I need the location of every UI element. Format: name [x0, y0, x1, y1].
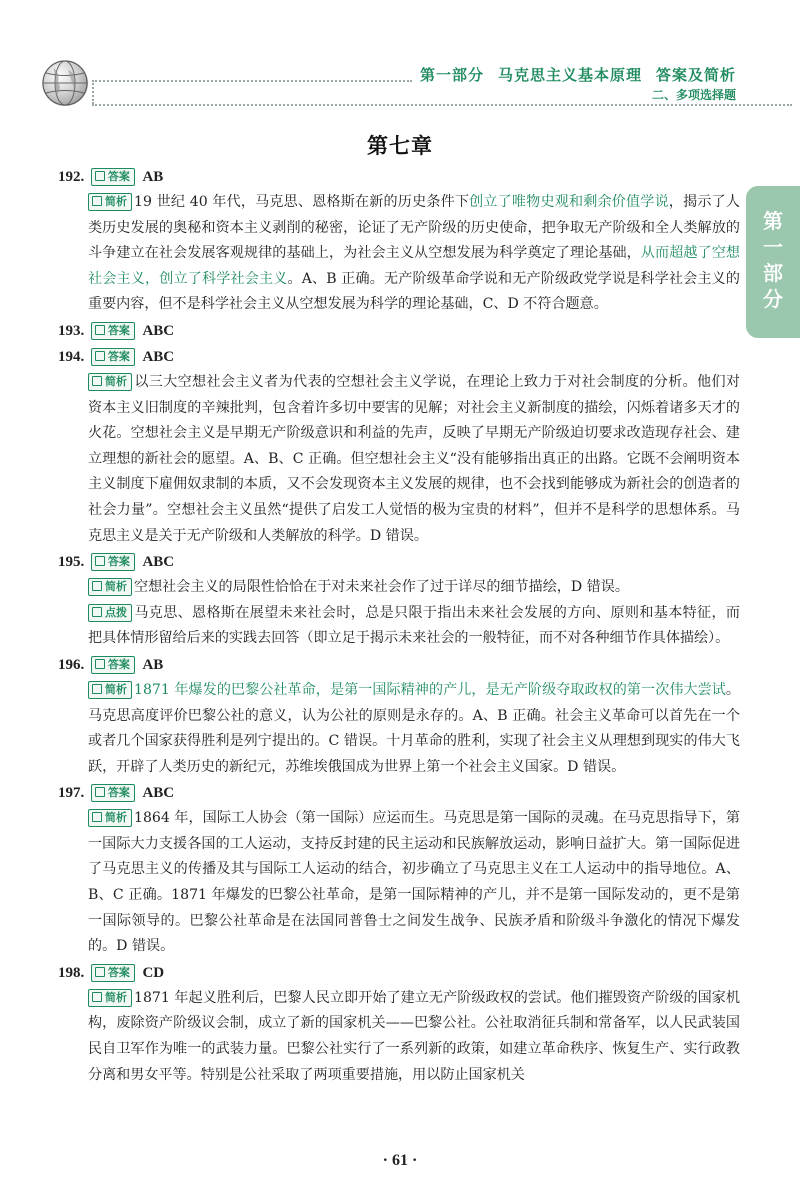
explanation-195: 简析 空想社会主义的局限性恰恰在于对未来社会作了过于详尽的细节描绘，D 错误。	[58, 575, 740, 601]
pencil-icon	[95, 171, 105, 181]
pencil-icon	[95, 659, 105, 669]
answer-row-193	[58, 318, 740, 344]
question-number: 195.	[58, 554, 85, 571]
side-tab-char: 分	[763, 287, 783, 311]
brief-badge: 简析	[88, 809, 132, 827]
brief-badge: 简析	[88, 681, 132, 699]
question-number: 192.	[58, 169, 85, 185]
book-icon	[92, 684, 102, 694]
answer-badge: 答案	[91, 964, 135, 982]
side-tab-char: 一	[763, 235, 783, 259]
page-number: · 61 ·	[382, 1152, 418, 1169]
answer-badge: 答案	[91, 553, 135, 571]
answer-row-194	[58, 344, 740, 370]
answer-badge: 答案	[91, 656, 135, 674]
globe-icon	[42, 60, 88, 106]
side-tab-char: 部	[763, 261, 783, 285]
answer-badge: 答案	[91, 348, 135, 366]
header-section: 答案及简析	[655, 66, 736, 84]
answer-badge: 答案	[91, 784, 135, 802]
pencil-icon	[95, 351, 105, 361]
pencil-icon	[95, 787, 105, 797]
answer-row-192	[58, 164, 740, 190]
answer-row-195	[58, 549, 740, 575]
answer-value: AB	[142, 169, 164, 185]
header-divider-top	[92, 80, 412, 82]
brief-badge: 简析	[88, 578, 132, 596]
explanation-196: 简析 1871 年爆发的巴黎公社革命，是第一国际精神的产儿，是无产阶级夺取政权的第一次伟大尝试。马克思高度评价巴黎公社的意义，认为公社的原则是永存的。A、B 正确。社会主义革命可以首先在一个或者几个国家获得胜利是列宁提出的。C 错误。十月革命的胜利，实现了社会主义从理想到现实的伟大飞跃，开辟了人类历史的新纪元，苏维埃俄国成为世界上第一个社会主义国家。D 错误。	[88, 681, 740, 775]
pencil-icon	[95, 325, 105, 335]
header-divider-vertical	[92, 80, 94, 104]
highlight-text: 创立了唯物史观和剩余价值学说	[469, 194, 669, 210]
answer-badge: 答案	[91, 168, 135, 186]
explanation-198: 简析 1871 年起义胜利后，巴黎人民立即开始了建立无产阶级政权的尝试。他们摧毁资产阶级的国家机构，废除资产阶级议会制，成立了新的国家机关——巴黎公社。公社取消征兵制和常备军，以人民武装国民自卫军作为唯一的武装力量。巴黎公社实行了一系列新的政策，如建立革命秩序、恢复生产、实行政教分离和男女平等。特别是公社采取了两项重要措施，用以防止国家机关	[88, 989, 740, 1083]
answer-list	[58, 164, 740, 1088]
tip-195: 点拨 马克思、恩格斯在展望未来社会时，总是只限于指出未来社会发展的方向、原则和基本特征，而把具体情形留给后来的实践去回答（即立足于揭示未来社会的一般特征，而不对各种细节作具体描绘）。	[88, 604, 740, 647]
question-number: 197.	[58, 785, 85, 802]
answer-value: ABC	[142, 348, 175, 365]
running-title	[406, 64, 736, 85]
book-icon	[92, 581, 102, 591]
explanation-197: 简析 1864 年，国际工人协会（第一国际）应运而生。马克思是第一国际的灵魂。在马克思指导下，第一国际大力支援各国的工人运动，支持反封建的民主运动和民族解放运动，影响日益扩大。第一国际促进了马克思主义的传播及其与国际工人运动的结合，初步确立了马克思主义在工人运动中的指导地位。A、B、C 正确。1871 年爆发的巴黎公社革命，是第一国际精神的产儿，并不是第一国际发动的，更不是第一国际领导的。巴黎公社革命是在法国同普鲁士之间发生战争、民族矛盾和阶级斗争激化的情况下爆发的。D 错误。	[88, 810, 740, 955]
answer-badge: 答案	[91, 322, 135, 340]
side-tab-char: 第	[763, 209, 783, 233]
book-icon	[92, 376, 102, 386]
answer-value: ABC	[142, 785, 175, 802]
page-header	[0, 0, 800, 120]
header-divider-bottom	[92, 104, 792, 106]
answer-row-196	[58, 652, 740, 678]
answer-row-197	[58, 780, 740, 806]
explanation-194: 简析 以三大空想社会主义者为代表的空想社会主义学说，在理论上致力于对社会制度的分析。他们对资本主义旧制度的辛辣批判，包含着许多切中要害的见解；对社会主义新制度的描绘，闪烁着诸多天才的火花。空想社会主义是早期无产阶级意识和利益的先声，反映了早期无产阶级迫切要求改造现存社会、建立理想的新社会的愿望。A、B、C 正确。但空想社会主义“没有能够指出真正的出路。它既不会阐明资本主义制度下雇佣奴隶制的本质，又不会发现资本主义发展的规律，也不会找到能够成为新社会的创造者的社会力量”。空想社会主义虽然“提供了启发工人觉悟的极为宝贵的材料”，但并不是科学的思想体系。马克思主义是关于无产阶级和人类解放的科学。D 错误。	[88, 373, 740, 544]
answer-row-198	[58, 960, 740, 986]
question-number: 193.	[58, 322, 85, 339]
answer-value: CD	[142, 964, 165, 981]
question-number: 196.	[58, 656, 85, 673]
question-number: 194.	[58, 348, 85, 365]
explanation-192: 简析 19 世纪 40 年代，马克思、恩格斯在新的历史条件下创立了唯物史观和剩余价值学说，揭示了人类历史发展的奥秘和资本主义剥削的秘密，论证了无产阶级的历史使命，把争取无产阶级和全人类解放的斗争建立在社会发展客观规律的基础上，为社会主义从空想发展为科学奠定了理论基础，从而超越了空想社会主义，创立了科学社会主义。A、B 正确。无产阶级革命学说和无产阶级政党学说是科学社会主义的重要内容，但不是科学社会主义从空想发展为科学的理论基础，C、D 不符合题意。	[88, 194, 741, 313]
header-part: 第一部分	[419, 66, 484, 84]
question-number: 198.	[58, 964, 85, 981]
highlight-text: 从而超越了空想社会主义，创立了科学社会主义	[88, 245, 741, 287]
answer-value: AB	[142, 656, 164, 673]
chapter-title: 第七章	[367, 134, 433, 158]
brief-badge: 简析	[88, 193, 132, 211]
part-side-tab	[746, 186, 800, 338]
header-subject: 马克思主义基本原理	[497, 66, 642, 84]
pencil-icon	[95, 967, 105, 977]
brief-badge: 简析	[88, 989, 132, 1007]
lightbulb-icon	[92, 607, 102, 617]
pencil-icon	[95, 556, 105, 566]
answer-value: ABC	[142, 554, 175, 571]
book-icon	[92, 196, 102, 206]
book-icon	[92, 992, 102, 1002]
book-icon	[92, 812, 102, 822]
answer-value: ABC	[142, 322, 175, 339]
tip-badge: 点拨	[88, 604, 132, 622]
brief-badge: 简析	[88, 373, 132, 391]
highlight-text: 1871 年爆发的巴黎公社革命，是第一国际精神的产儿，是无产阶级夺取政权的第一次伟大尝试	[134, 681, 726, 698]
header-subsection: 二、多项选择题	[651, 88, 736, 102]
